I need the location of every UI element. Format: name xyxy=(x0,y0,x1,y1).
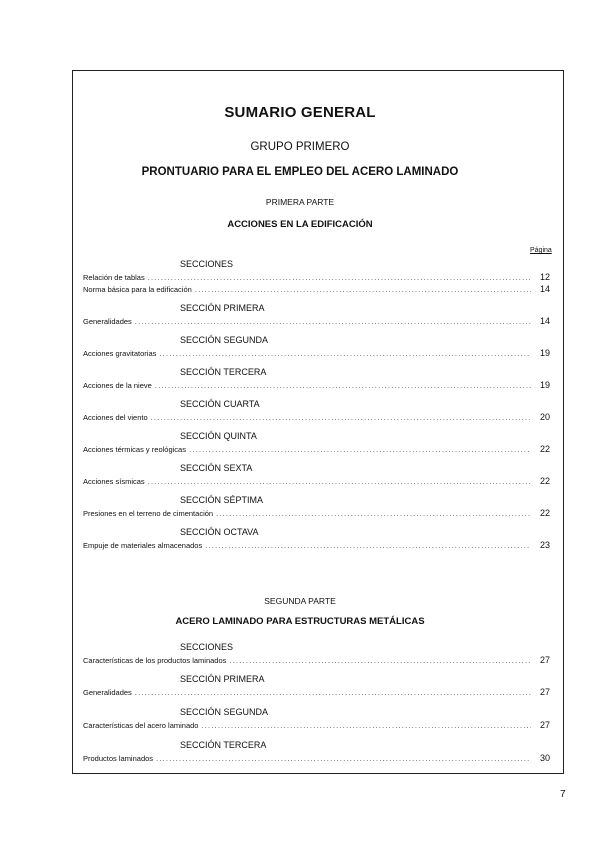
section-heading: SECCIÓN SÉPTIMA xyxy=(180,495,264,505)
group-subtitle: PRONTUARIO PARA EL EMPLEO DEL ACERO LAMINADO xyxy=(141,166,459,178)
toc-entry-page: 22 xyxy=(539,444,550,454)
page-column-header: Página xyxy=(530,247,552,254)
toc-entry[interactable] xyxy=(83,272,550,283)
toc-entry[interactable] xyxy=(83,476,550,487)
toc-entry[interactable] xyxy=(83,508,550,519)
toc-entry-label: Norma básica para la edificación xyxy=(83,285,192,294)
section-heading: SECCIÓN SEGUNDA xyxy=(180,335,269,345)
toc-entry-page: 19 xyxy=(539,348,550,358)
toc-entry[interactable] xyxy=(83,753,550,764)
dot-leader xyxy=(148,477,531,486)
section-heading: SECCIÓN OCTAVA xyxy=(180,527,259,537)
toc-entry-label: Relación de tablas xyxy=(83,273,145,282)
toc-entry-page: 27 xyxy=(539,720,550,730)
toc-entry-page: 30 xyxy=(539,753,550,763)
toc-entry-page: 27 xyxy=(539,687,550,697)
section-heading: SECCIÓN SEXTA xyxy=(180,463,253,473)
dot-leader xyxy=(201,721,531,730)
toc-entry-page: 27 xyxy=(539,655,550,665)
dot-leader xyxy=(159,349,531,358)
part2-title: ACERO LAMINADO PARA ESTRUCTURAS METÁLICAS xyxy=(175,616,425,627)
toc-entry[interactable] xyxy=(83,412,550,423)
dot-leader xyxy=(156,754,531,763)
toc-entry-label: Productos laminados xyxy=(83,754,154,763)
page-number: 7 xyxy=(560,789,566,800)
section-heading: SECCIÓN TERCERA xyxy=(180,740,267,750)
toc-entry[interactable] xyxy=(83,540,550,551)
section-heading: SECCIÓN SEGUNDA xyxy=(180,707,269,717)
toc-entry-label: Generalidades xyxy=(83,688,132,697)
toc-entry-page: 20 xyxy=(539,412,550,422)
toc-entry-label: Empuje de materiales almacenados xyxy=(83,541,203,550)
toc-entry-label: Acciones térmicas y reológicas xyxy=(83,445,186,454)
toc-entry-page: 22 xyxy=(539,508,550,518)
toc-entry[interactable] xyxy=(83,316,550,327)
toc-entry-label: Acciones de la nieve xyxy=(83,381,152,390)
toc-entry[interactable] xyxy=(83,348,550,359)
dot-leader xyxy=(205,541,531,550)
toc-entry-label: Acciones gravitatorias xyxy=(83,349,157,358)
dot-leader xyxy=(189,445,531,454)
toc-entry[interactable] xyxy=(83,687,550,698)
dot-leader xyxy=(155,381,531,390)
toc-entry[interactable] xyxy=(83,284,550,295)
toc-entry-page: 23 xyxy=(539,540,550,550)
toc-entry-label: Generalidades xyxy=(83,317,132,326)
toc-entry-label: Acciones sísmicas xyxy=(83,477,145,486)
toc-entry-label: Características de los productos laminados xyxy=(83,656,227,665)
section-heading: SECCIÓN QUINTA xyxy=(180,431,257,441)
toc-entry-label: Presiones en el terreno de cimentación xyxy=(83,509,214,518)
toc-entry[interactable] xyxy=(83,444,550,455)
part1-label: PRIMERA PARTE xyxy=(265,197,335,207)
toc-entry-page: 19 xyxy=(539,380,550,390)
dot-leader xyxy=(229,656,531,665)
dot-leader xyxy=(151,413,531,422)
toc-entry-label: Acciones del viento xyxy=(83,413,148,422)
dot-leader xyxy=(148,273,531,282)
toc-entry-page: 14 xyxy=(539,316,550,326)
page-title: SUMARIO GENERAL xyxy=(224,104,376,121)
toc-entry[interactable] xyxy=(83,720,550,731)
dot-leader xyxy=(135,688,531,697)
dot-leader xyxy=(135,317,531,326)
dot-leader xyxy=(216,509,531,518)
toc-entry[interactable] xyxy=(83,380,550,391)
toc-entry-label: Características del acero laminado xyxy=(83,721,199,730)
part1-title: ACCIONES EN LA EDIFICACIÓN xyxy=(227,219,373,230)
toc-entry[interactable] xyxy=(83,655,550,666)
section-heading: SECCIÓN TERCERA xyxy=(180,367,267,377)
section-heading: SECCIÓN PRIMERA xyxy=(180,303,265,313)
dot-leader xyxy=(195,285,531,294)
section-heading: SECCIONES xyxy=(180,259,234,269)
toc-entry-page: 14 xyxy=(539,284,550,294)
section-heading: SECCIONES xyxy=(180,642,234,652)
part2-label: SEGUNDA PARTE xyxy=(264,596,336,606)
section-heading: SECCIÓN PRIMERA xyxy=(180,674,265,684)
group-label: GRUPO PRIMERO xyxy=(250,141,350,153)
toc-entry-page: 22 xyxy=(539,476,550,486)
toc-entry-page: 12 xyxy=(539,272,550,282)
section-heading: SECCIÓN CUARTA xyxy=(180,399,260,409)
